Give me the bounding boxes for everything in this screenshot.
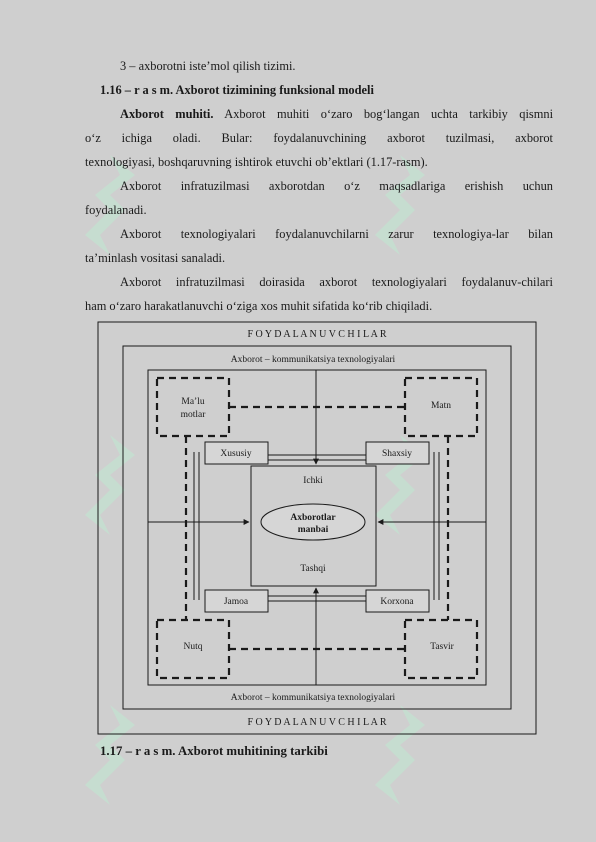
paragraph-line: ham o‘zaro harakatlanuvchi o‘ziga xos muhit sifatida ko‘rib chiqiladi. <box>85 299 433 313</box>
paragraph-line: Axborot infratuzilmasi doirasida axborot texnologiyalari foydalanuv-chilari <box>120 275 553 289</box>
paragraph-line: texnologiyasi, boshqaruvning ishtirok etuvchi ob’ektlari (1.17-rasm). <box>85 155 428 169</box>
rail-top <box>268 455 366 460</box>
label-korxona: Korxona <box>380 597 414 607</box>
label-ict-bottom: Axborot – kommunikatsiya texnologiyalari <box>230 693 396 703</box>
box-malumotlar <box>157 378 229 436</box>
figure-caption-1-17: 1.17 – r a s m. Axborot muhitining tarkibi <box>100 744 328 758</box>
label-users-bottom: F O Y D A L A N U V C H I L A R <box>247 717 387 728</box>
label-malumotlar-2: motlar <box>180 410 206 420</box>
label-tasvir: Tasvir <box>430 642 454 652</box>
label-ichki: Ichki <box>303 476 323 486</box>
figure-caption-1-16: 1.16 – r a s m. Axborot tizimining funksional modeli <box>100 83 374 97</box>
rail-right <box>434 452 439 600</box>
label-manba-2: manbai <box>297 525 329 535</box>
list-item-consumption: 3 – axborotni iste’mol qilish tizimi. <box>120 59 296 73</box>
label-malumotlar-1: Ma’lu <box>181 397 205 407</box>
label-tashqi: Tashqi <box>300 564 326 574</box>
term-axborot-muhiti: Axborot muhiti. <box>120 107 214 121</box>
paragraph-line: Axborot texnologiyalari foydalanuvchilarni zarur texnologiya-lar bilan <box>120 227 553 241</box>
paragraph-text: Axborot muhiti o‘zaro bog‘langan uchta tarkibiy qismni <box>224 107 554 121</box>
rail-left <box>194 452 199 600</box>
label-manba-1: Axborotlar <box>290 513 336 523</box>
label-shaxsiy: Shaxsiy <box>381 449 413 459</box>
label-ict-top: Axborot – kommunikatsiya texnologiyalari <box>230 355 396 365</box>
label-nutq: Nutq <box>183 642 203 652</box>
paragraph-line: Axborot infratuzilmasi axborotdan o‘z maqsadlariga erishish uchun <box>120 179 553 193</box>
paragraph-line: foydalanadi. <box>85 203 147 217</box>
paragraph-line: o‘z ichiga oladi. Bular: foydalanuvchining axborot tuzilmasi, axborot <box>85 131 553 145</box>
label-matn: Matn <box>430 401 452 411</box>
rail-bottom <box>268 596 366 601</box>
label-jamoa: Jamoa <box>223 597 249 607</box>
paragraph-line: ta’minlash vositasi sanaladi. <box>85 251 226 265</box>
label-users-top: F O Y D A L A N U V C H I L A R <box>247 329 387 340</box>
label-xususiy: Xususiy <box>220 449 252 459</box>
